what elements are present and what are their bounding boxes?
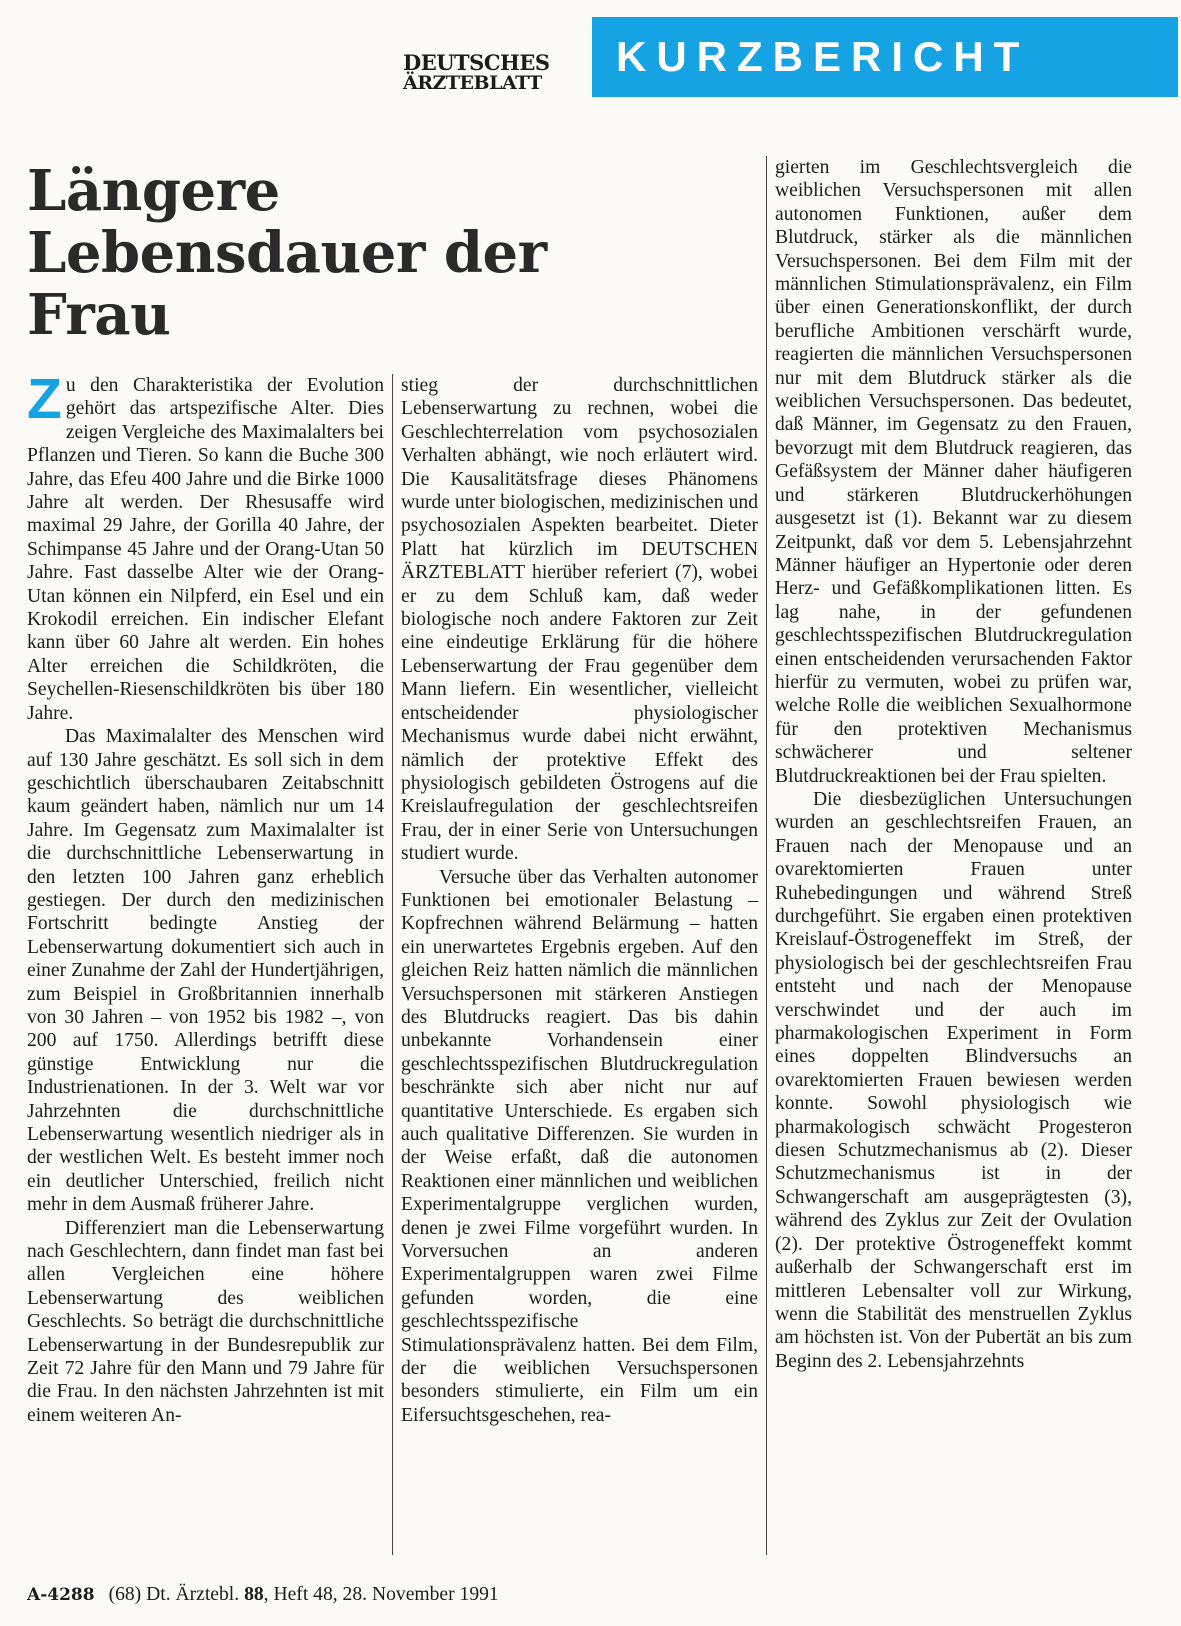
- paragraph: stieg der durchschnittlichen Lebenserwartung zu rechnen, wobei die Geschlechterrelation vom psychosozialen Verhalten abhängt, wie noch erläutert wird. Die Kausalitätsfrage dieses Phänomens wurde unter biologischen, medizinischen und psychosozialen Aspekten bearbeitet. Dieter Platt hat kürzlich im DEUTSCHEN ÄRZTEBLATT hierüber referiert (7), wobei er zu dem Schluß kam, daß weder biologische noch andere Faktoren zur Zeit eine eindeutige Erklärung für die höhere Lebenserwartung der Frau gegenüber dem Mann liefern. Ein wesentlicher, vielleicht entscheidender physiologischer Mechanismus wurde dabei nicht erwähnt, nämlich der protektive Effekt des physiologisch gebildeten Östrogens auf die Kreislaufregulation der geschlechtsreifen Frau, der in einer Serie von Untersuchungen studiert wurde.: [401, 375, 758, 865]
- paragraph-text: u den Charakteristika der Evolution gehört das artspezifische Alter. Dies zeigen Vergleiche des Maximalalters bei Pflanzen und Tieren. So kann die Buche 300 Jahre, das Efeu 400 Jahre und die Birke 1000 Jahre alt werden. Der Rhesusaffe wird maximal 29 Jahre, der Gorilla 40 Jahre, der Schimpanse 45 Jahre und der Orang-Utan 50 Jahre. Fast dasselbe Alter wie der Orang-Utan können ein Nilpferd, ein Esel und ein Krokodil erreichen. Ein indischer Elefant kann über 60 Jahre alt werden. Ein hohes Alter erreichen die Schildkröten, die Seychellen-Riesenschildkröten bis über 180 Jahre.: [27, 375, 384, 724]
- text-column-2: [401, 374, 758, 1427]
- paragraph: Versuche über das Verhalten autonomer Funktionen bei emotionaler Belastung – Kopfrechnen während Belärmung – hatten ein unerwartetes Ergebnis ergeben. Auf den gleichen Reiz hatten nämlich die männlichen Versuchspersonen mit stärkeren Anstiegen des Blutdrucks reagiert. Das bis dahin unbekannte Vorhandensein einer geschlechtsspezifischen Blutdruckregulation beschränkte sich aber nicht nur auf quantitative Unterschiede. Es ergaben sich auch qualitative Differenzen. Sie wurden in der Weise erfaßt, daß die autonomen Reaktionen einer männlichen und weiblichen Experimentalgruppe verglichen wurden, denen je zwei Filme vorgeführt wurden. In Vorversuchen an anderen Experimentalgruppen waren zwei Filme gefunden worden, die eine geschlechtsspezifische Stimulationsprävalenz hatten. Bei dem Film, der die weiblichen Versuchspersonen besonders stimulierte, ein Film um ein Eifersuchtsgeschehen, rea-: [401, 866, 758, 1426]
- drop-cap: Z: [27, 367, 62, 431]
- paragraph: Die diesbezüglichen Untersuchungen wurden an geschlechtsreifen Frauen, an Frauen nach der Menopause und an ovarektomierten Frauen unter Ruhebedingungen und während Streß durchgeführt. Sie ergaben einen protektiven Kreislauf-Östrogeneffekt im Streß, der physiologisch bei der geschlechtsreifen Frau entsteht und nach der Menopause verschwindet und der auch im pharmakologischen Experiment in Form eines doppelten Blindversuchs an ovarektomierten Frauen bewiesen werden konnte. Sowohl physiologisch wie pharmakologisch schwächt Progesteron diesen Schutzmechanismus ab (2). Dieser Schutzmechanismus ist in der Schwangerschaft am ausgeprägtesten (3), während des Zyklus zur Zeit der Ovulation (2). Der protektive Östrogeneffekt kommt außerhalb der Schwangerschaft erst im mittleren Lebensalter voll zur Wirkung, wenn die Stabilität des menstruellen Zyklus am höchsten ist. Von der Pubertät an bis zum Beginn des 2. Lebensjahrzehnts: [775, 788, 1132, 1372]
- page-footer: [27, 1584, 499, 1606]
- journal-logo: [403, 52, 563, 94]
- text-column-1: [27, 367, 384, 1427]
- column-rule: [766, 156, 767, 1555]
- page-number: A-4288: [27, 1585, 95, 1605]
- paragraph: Differenziert man die Lebenserwartung nach Geschlechtern, dann findet man fast bei allen Vergleichen eine höhere Lebenserwartung des weiblichen Geschlechts. So beträgt die durchschnittliche Lebenserwartung in der Bundesrepublik zur Zeit 72 Jahre für den Mann und 79 Jahre für die Frau. In den nächsten Jahrzehnten ist mit einem weiteren An-: [27, 1217, 384, 1426]
- paragraph: Das Maximalalter des Menschen wird auf 130 Jahre geschätzt. Es soll sich in dem geschichtlich überschaubaren Zeitabschnitt kaum geändert haben, nämlich nur um 14 Jahre. Im Gegensatz zum Maximalalter ist die durchschnittliche Lebenserwartung in den letzten 100 Jahren ganz erheblich gestiegen. Der durch den medizinischen Fortschritt bedingte Anstieg der Lebenserwartung dokumentiert sich auch in einer Zunahme der Zahl der Hundertjährigen, zum Beispiel in Großbritannien innerhalb von 30 Jahren – von 1952 bis 1982 –, von 200 auf 1750. Allerdings betrifft diese günstige Entwicklung nur die Industrienationen. In der 3. Welt war vor Jahrzehnten die durchschnittliche Lebenserwartung wesentlich niedriger als in der westlichen Welt. Es besteht immer noch ein deutlicher Unterschied, freilich nicht mehr in dem Ausmaß früherer Jahre.: [27, 726, 384, 1216]
- logo-line-1: DEUTSCHES: [403, 50, 550, 75]
- paragraph: gierten im Geschlechtsvergleich die weiblichen Versuchspersonen mit allen autonomen Funktionen, außer dem Blutdruck, stärker als die männlichen Versuchspersonen. Bei dem Film mit der männlichen Stimulationsprävalenz, ein Film über einen Generationskonflikt, der durch berufliche Ambitionen verschärft wurde, reagierten die männlichen Versuchspersonen nur mit dem Blutdruck stärker als die weiblichen Versuchspersonen. Das bedeutet, daß Männer, im Gegensatz zu den Frauen, bevorzugt mit dem Blutdruck reagieren, das Gefäßsystem der Männer daher häufigeren und stärkeren Blutdruckerhöhungen ausgesetzt ist (1). Bekannt war zu diesem Zeitpunkt, daß vor dem 5. Lebensjahrzehnt Männer häufiger an Hypertonie oder deren Herz- und Gefäßkomplikationen litten. Es lag nahe, in der gefundenen geschlechtsspezifischen Blutdruckregulation einen entscheidenden verursachenden Faktor hierfür zu vermuten, wobei zu prüfen war, welche Rolle die weiblichen Sexualhormone für den protektiven Mechanismus schwächerer und seltener Blutdruckreaktionen bei der Frau spielten.: [775, 157, 1132, 787]
- citation-prefix: (68) Dt. Ärztebl.: [108, 1584, 240, 1605]
- section-banner: KURZBERICHT: [592, 17, 1178, 97]
- logo-line-2: ÄRZTEBLATT: [403, 72, 542, 94]
- citation-suffix: , Heft 48, 28. November 1991: [263, 1584, 499, 1605]
- article-title: Längere Lebensdauer der Frau: [27, 158, 547, 348]
- paragraph: [27, 367, 384, 725]
- volume-number: 88: [244, 1584, 264, 1605]
- column-rule: [392, 374, 393, 1555]
- text-column-3: [775, 156, 1132, 1373]
